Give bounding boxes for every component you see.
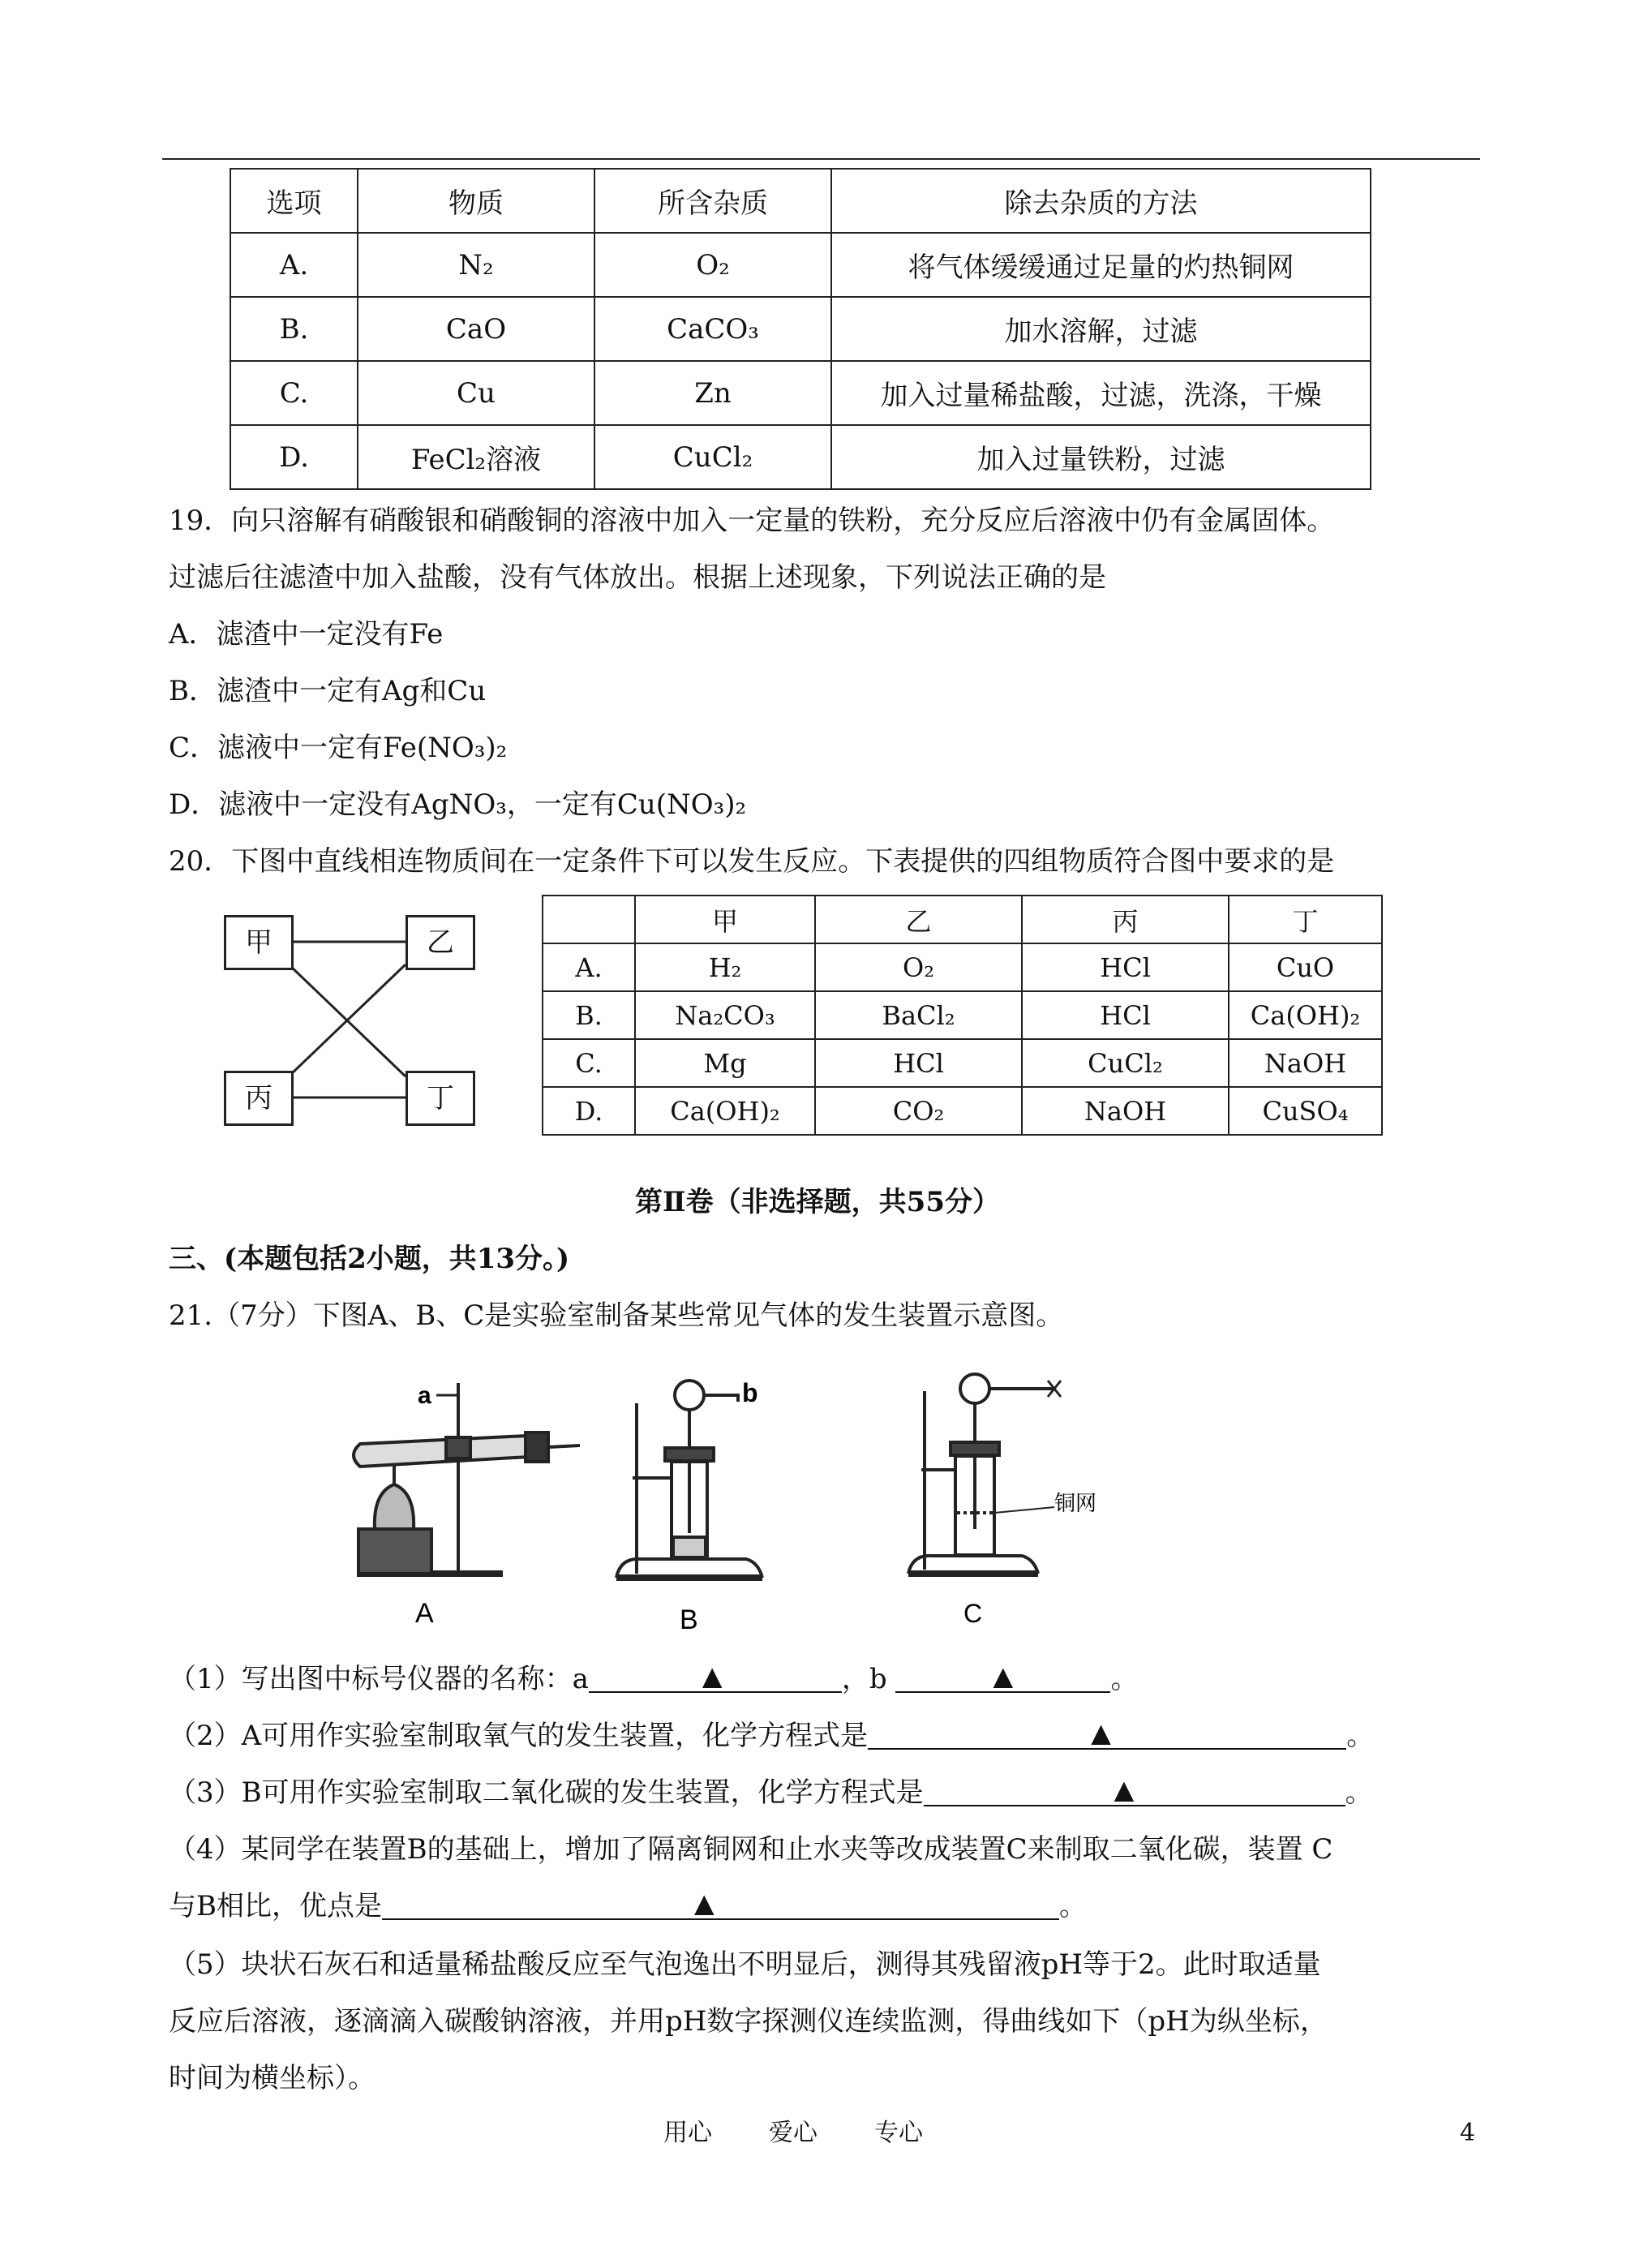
col-header: 物质 — [358, 169, 594, 233]
triangle-marker: ▲ — [1091, 1717, 1111, 1748]
cell-substance: FeCl₂溶液 — [358, 425, 594, 489]
apparatus-c — [908, 1374, 1061, 1574]
table-row — [230, 233, 1371, 297]
cell: CuSO₄ — [1229, 1087, 1382, 1135]
q21-part1-a-label: （1）写出图中标号仪器的名称：a — [169, 1663, 589, 1695]
cell-substance: CaO — [358, 297, 594, 361]
table-row — [543, 1039, 1382, 1087]
part3-title: 三、(本题包括2小题，共13分。) — [169, 1243, 570, 1275]
triangle-marker: ▲ — [702, 1660, 723, 1691]
q19-option-d: D．滤液中一定没有AgNO₃，一定有Cu(NO₃)₂ — [169, 788, 747, 821]
table-row — [543, 991, 1382, 1039]
box-bing: 丙 — [224, 1071, 294, 1126]
footer-motto-2: 爱心 — [769, 2119, 818, 2147]
table-row — [543, 943, 1382, 991]
q21-part4-line2: 与B相比，优点是 — [169, 1890, 382, 1922]
period: 。 — [1346, 1720, 1375, 1752]
cell-substance: N₂ — [358, 233, 594, 297]
q21-part3 — [169, 1776, 1373, 1809]
cell-impurity: CaCO₃ — [594, 297, 831, 361]
col-header: 选项 — [230, 169, 358, 233]
cell: CuCl₂ — [1022, 1039, 1229, 1087]
cell: Ca(OH)₂ — [1229, 991, 1382, 1039]
apparatus-b — [616, 1381, 762, 1578]
table-row — [543, 1087, 1382, 1135]
cell-option: C. — [230, 361, 358, 425]
answer-blank-4[interactable] — [382, 1888, 1059, 1920]
q21-part2-text: （2）A可用作实验室制取氧气的发生装置，化学方程式是 — [169, 1720, 869, 1752]
col-header — [543, 896, 635, 943]
q21-part5-line1: （5）块状石灰石和适量稀盐酸反应至气泡逸出不明显后，测得其残留液pH等于2。此时取适量 — [169, 1948, 1321, 1981]
cell-method: 加入过量铁粉，过滤 — [831, 425, 1371, 489]
q21-part1-end: 。 — [1110, 1663, 1139, 1695]
label-A: A — [415, 1598, 434, 1629]
q21-stem: 21.（7分）下图A、B、C是实验室制备某些常见气体的发生装置示意图。 — [169, 1299, 1064, 1332]
apparatus-a — [354, 1383, 580, 1574]
q21-part5-line3: 时间为横坐标）。 — [169, 2062, 375, 2094]
q19-option-a: A．滤渣中一定没有Fe — [169, 618, 444, 651]
cell: A. — [543, 943, 635, 991]
triangle-marker: ▲ — [694, 1888, 715, 1918]
col-header: 丁 — [1229, 896, 1382, 943]
label-C: C — [963, 1599, 983, 1628]
q21-part4 — [169, 1890, 1087, 1922]
footer-motto-1: 用心 — [663, 2119, 712, 2147]
q21-part1-b-label: ，b — [841, 1663, 887, 1695]
q20-stem: 20．下图中直线相连物质间在一定条件下可以发生反应。下表提供的四组物质符合图中要求的是 — [169, 845, 1335, 878]
footer-motto-3: 专心 — [874, 2119, 923, 2147]
cell: NaOH — [1229, 1039, 1382, 1087]
q21-part5-line2: 反应后溶液，逐滴滴入碳酸钠溶液，并用pH数字探测仪连续监测，得曲线如下（pH为纵坐标， — [169, 2005, 1328, 2038]
cell-method: 将气体缓缓通过足量的灼热铜网 — [831, 233, 1371, 297]
cell: CO₂ — [815, 1087, 1022, 1135]
box-jia: 甲 — [224, 915, 294, 970]
period: 。 — [1059, 1890, 1087, 1922]
box-yi: 乙 — [406, 915, 475, 970]
triangle-marker: ▲ — [1114, 1774, 1135, 1805]
col-header: 乙 — [815, 896, 1022, 943]
cell-option: B. — [230, 297, 358, 361]
label-B: B — [680, 1604, 698, 1635]
label-a: a — [418, 1382, 431, 1409]
col-header: 所含杂质 — [594, 169, 831, 233]
col-header: 丙 — [1022, 896, 1229, 943]
q21-part2 — [169, 1717, 1375, 1752]
cell: H₂ — [635, 943, 815, 991]
q20-table — [542, 895, 1383, 1136]
cell: D. — [543, 1087, 635, 1135]
cell: CuO — [1229, 943, 1382, 991]
cell: HCl — [1022, 943, 1229, 991]
box-ding: 丁 — [406, 1071, 475, 1126]
cell: BaCl₂ — [815, 991, 1022, 1039]
q21-part3-text: （3）B可用作实验室制取二氧化碳的发生装置，化学方程式是 — [169, 1776, 924, 1809]
cell-impurity: CuCl₂ — [594, 425, 831, 489]
section-title: 第Ⅱ卷（非选择题，共55分） — [635, 1186, 1000, 1218]
header-rule — [162, 158, 1480, 160]
answer-blank-a[interactable] — [589, 1660, 842, 1693]
cell: O₂ — [815, 943, 1022, 991]
apparatus-figure — [341, 1371, 1111, 1639]
cell: Ca(OH)₂ — [635, 1087, 815, 1135]
cell: B. — [543, 991, 635, 1039]
cell: Mg — [635, 1039, 815, 1087]
period: 。 — [1345, 1776, 1373, 1809]
col-header: 除去杂质的方法 — [831, 169, 1371, 233]
impurity-table — [230, 168, 1371, 490]
triangle-marker: ▲ — [993, 1660, 1014, 1691]
cell-impurity: O₂ — [594, 233, 831, 297]
table-row — [230, 425, 1371, 489]
page-number: 4 — [1460, 2119, 1476, 2147]
q21-part1 — [169, 1660, 1139, 1695]
table-row — [230, 361, 1371, 425]
cell-impurity: Zn — [594, 361, 831, 425]
cell: Na₂CO₃ — [635, 991, 815, 1039]
cell-option: A. — [230, 233, 358, 297]
cell: HCl — [815, 1039, 1022, 1087]
q19-stem-line1: 19．向只溶解有硝酸银和硝酸铜的溶液中加入一定量的铁粉，充分反应后溶液中仍有金属固体。 — [169, 505, 1335, 537]
label-mesh: 铜网 — [1054, 1492, 1097, 1516]
q19-stem-line2: 过滤后往滤渣中加入盐酸，没有气体放出。根据上述现象，下列说法正确的是 — [169, 561, 1106, 594]
label-b: b — [742, 1378, 758, 1407]
cell-method: 加水溶解，过滤 — [831, 297, 1371, 361]
cell-method: 加入过量稀盐酸，过滤，洗涤，干燥 — [831, 361, 1371, 425]
cell: C. — [543, 1039, 635, 1087]
table-header-row — [230, 169, 1371, 233]
q19-option-c: C．滤液中一定有Fe(NO₃)₂ — [169, 732, 508, 764]
cell-option: D. — [230, 425, 358, 489]
q19-option-b: B．滤渣中一定有Ag和Cu — [169, 675, 487, 707]
table-row — [230, 297, 1371, 361]
cell-substance: Cu — [358, 361, 594, 425]
q21-part4-line1: （4）某同学在装置B的基础上，增加了隔离铜网和止水夹等改成装置C来制取二氧化碳，装置 C — [169, 1833, 1333, 1866]
answer-blank-2[interactable] — [868, 1717, 1346, 1750]
answer-blank-b[interactable] — [895, 1660, 1110, 1693]
cell: HCl — [1022, 991, 1229, 1039]
cell: NaOH — [1022, 1087, 1229, 1135]
table-header-row — [543, 896, 1382, 943]
col-header: 甲 — [635, 896, 815, 943]
answer-blank-3[interactable] — [924, 1774, 1345, 1806]
